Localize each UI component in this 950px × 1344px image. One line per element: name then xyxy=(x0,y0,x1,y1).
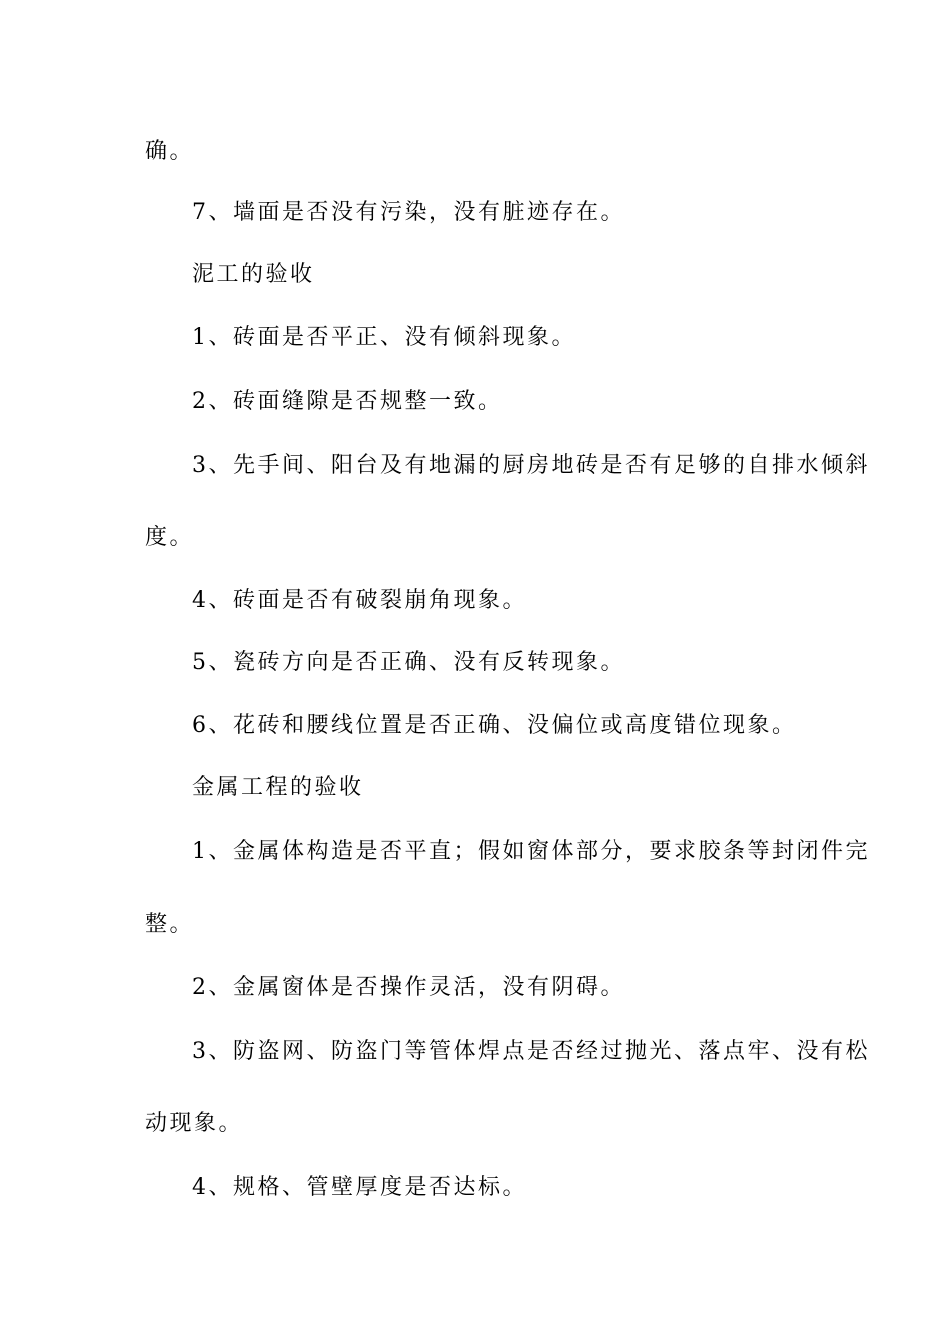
list-item-border-position: 6、花砖和腰线位置是否正确、没偏位或高度错位现象。 xyxy=(192,713,797,738)
list-item-tile-gap: 2、砖面缝隙是否规整一致。 xyxy=(192,389,503,414)
list-item-drain-slope: 3、先手间、阳台及有地漏的厨房地砖是否有足够的自排水倾斜 xyxy=(192,453,870,478)
section-heading-metal: 金属工程的验收 xyxy=(192,775,364,800)
text-line-continuation: 整。 xyxy=(145,912,195,937)
list-item-tile-crack: 4、砖面是否有破裂崩角现象。 xyxy=(192,588,527,613)
text-line-continuation: 度。 xyxy=(145,525,195,550)
text-line-continuation: 确。 xyxy=(145,139,195,164)
list-item-metal-straight: 1、金属体构造是否平直；假如窗体部分，要求胶条等封闭件完 xyxy=(192,839,870,864)
section-heading-masonry: 泥工的验收 xyxy=(192,262,315,287)
list-item-wall-clean: 7、墙面是否没有污染，没有脏迹存在。 xyxy=(192,200,625,225)
list-item-spec-thickness: 4、规格、管壁厚度是否达标。 xyxy=(192,1175,527,1200)
list-item-tile-flat: 1、砖面是否平正、没有倾斜现象。 xyxy=(192,325,576,350)
list-item-window-operation: 2、金属窗体是否操作灵活，没有阴碍。 xyxy=(192,975,625,1000)
text-line-continuation: 动现象。 xyxy=(145,1111,244,1136)
list-item-weld-points: 3、防盗网、防盗门等管体焊点是否经过抛光、落点牢、没有松 xyxy=(192,1039,870,1064)
list-item-tile-direction: 5、瓷砖方向是否正确、没有反转现象。 xyxy=(192,650,625,675)
